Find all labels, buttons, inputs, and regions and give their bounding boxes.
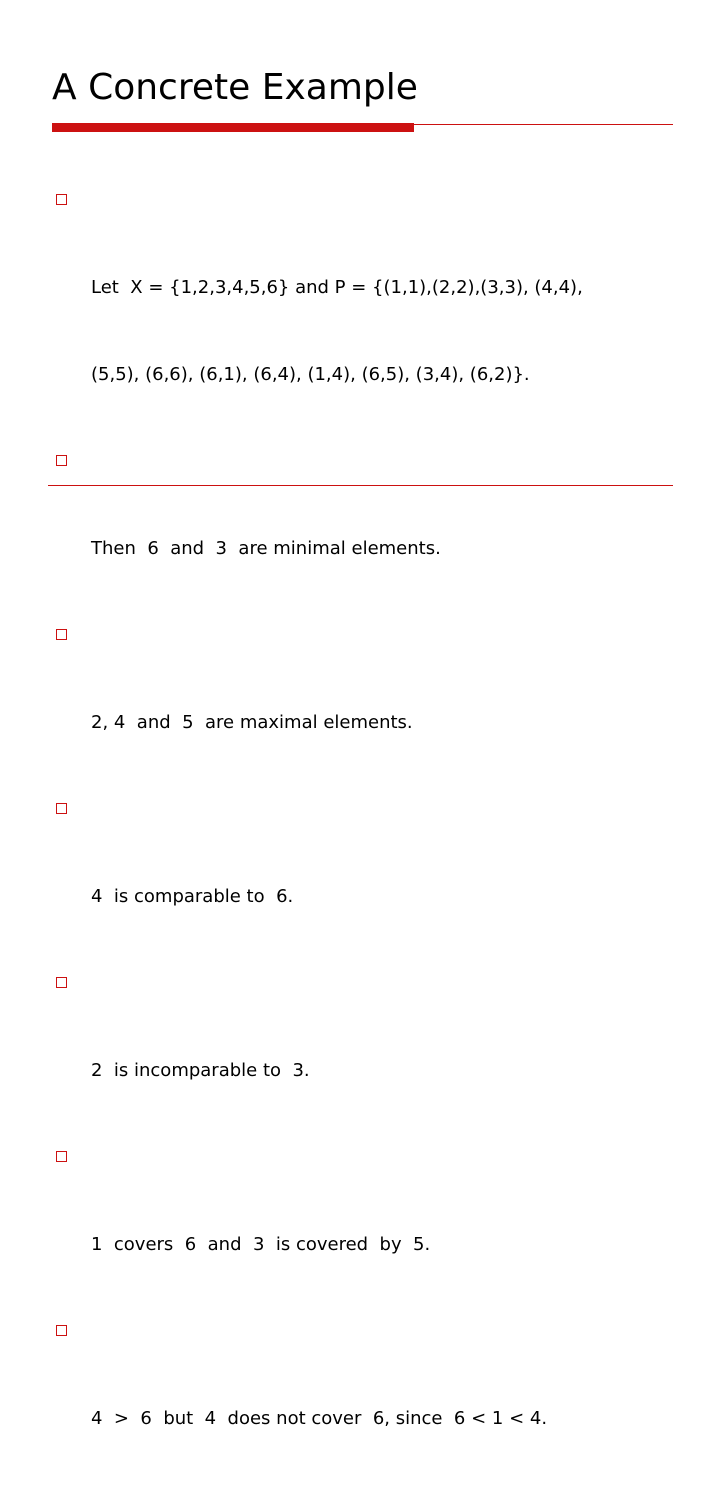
hollow-square-bullet-icon bbox=[56, 803, 67, 814]
bullet-text-line: 4 is comparable to 6. bbox=[91, 886, 294, 907]
hollow-square-bullet-icon bbox=[56, 1325, 67, 1336]
hollow-square-bullet-icon bbox=[56, 455, 67, 466]
bullet-item bbox=[56, 1317, 696, 1491]
bullet-text-line: Let X = {1,2,3,4,5,6} and P = {(1,1),(2,2),(3,3), (4,4), bbox=[91, 277, 583, 298]
bullet-text-line: (5,5), (6,6), (6,1), (6,4), (1,4), (6,5), (3,4), (6,2)}. bbox=[91, 364, 530, 385]
slide-title: A Concrete Example bbox=[52, 67, 418, 108]
bullet-item bbox=[56, 447, 696, 621]
bullet-text-line: 2, 4 and 5 are maximal elements. bbox=[91, 712, 413, 733]
bullet-text-line: 4 > 6 but 4 does not cover 6, since 6 < 1 < 4. bbox=[91, 1408, 548, 1429]
title-underline-thick bbox=[52, 123, 414, 132]
hollow-square-bullet-icon bbox=[56, 194, 67, 205]
hollow-square-bullet-icon bbox=[56, 629, 67, 640]
bullet-text-line: Then 6 and 3 are minimal elements. bbox=[91, 538, 441, 559]
title-underline-thin bbox=[414, 124, 673, 125]
bullet-list bbox=[56, 186, 696, 1491]
bullet-item bbox=[56, 1143, 696, 1317]
bullet-item bbox=[56, 969, 696, 1143]
bullet-item bbox=[56, 621, 696, 795]
bullet-text-line: 2 is incomparable to 3. bbox=[91, 1060, 310, 1081]
bullet-text-line: 1 covers 6 and 3 is covered by 5. bbox=[91, 1234, 431, 1255]
hollow-square-bullet-icon bbox=[56, 977, 67, 988]
footer-divider bbox=[48, 485, 673, 486]
bullet-item bbox=[56, 186, 696, 447]
hollow-square-bullet-icon bbox=[56, 1151, 67, 1162]
bullet-item bbox=[56, 795, 696, 969]
